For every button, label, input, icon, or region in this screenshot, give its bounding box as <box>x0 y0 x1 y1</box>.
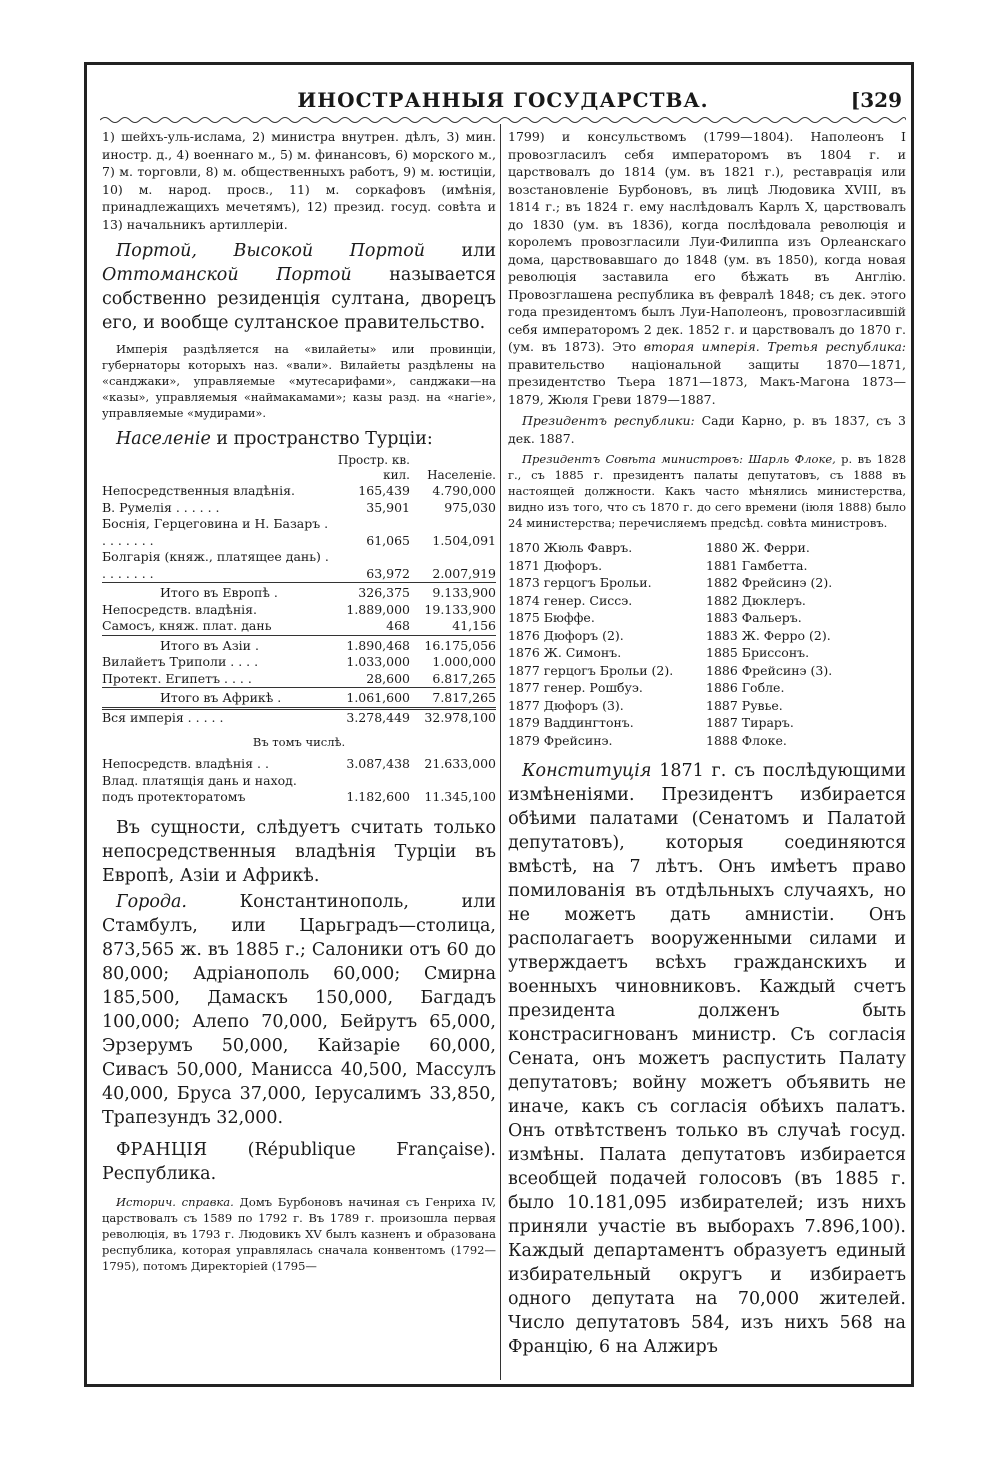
list-item <box>508 539 904 557</box>
subtable-title: Въ томъ числѣ. <box>252 735 346 749</box>
minister-entry: 1876 Ж. Симонъ. <box>508 645 622 660</box>
provinces-paragraph: Имперія раздѣляется на «вилайеты» или провинціи, губернаторы которыхъ наз. «вали». Вилайеты раздѣлены на «санджаки», управляемые «мутесарифами», санджаки—на «казы», управляемыя «наймакамами»; казы разд. на «нагіе», управляемые «мудирами». <box>102 342 496 420</box>
left-column <box>102 128 496 1274</box>
row-label: Боснія, Герцеговина и Н. Базаръ . . . . . . . . <box>102 516 329 548</box>
minister-entry: 1877 герцогъ Брольи (2). <box>508 662 674 678</box>
list-item <box>508 557 904 575</box>
minister-entry: 1879 Ваддингтонъ. <box>508 715 634 730</box>
table-row <box>102 635 496 654</box>
council-paragraph: Президентъ Совѣта министровъ: Шарль Флоке, р. въ 1828 г., съ 1885 г. президентъ палаты депутатовъ, съ 1888 въ настоящей должности. Какъ часто мѣнялись министерства, видно изъ того, что съ 1870 г. до сего времени (іюля 1888) было 24 министерства; перечисляемъ предсѣд. совѣта министровъ. <box>508 452 907 530</box>
constitution-paragraph: Конституція 1871 г. съ послѣдующими измѣненіями. Президентъ избирается обѣими палатами (Сенатомъ и Палатой депутатовъ), которыя соединяются вмѣстѣ, на 7 лѣтъ. Онъ имѣетъ право помилованія въ отдѣльныхъ случаяхъ, но не можетъ дать амнистіи. Онъ располагаетъ вооруженными силами и утверждаетъ всѣхъ гражданскихъ и военныхъ чиновниковъ. Каждый счетъ президента долженъ быть констрасигнованъ министр. Съ согласія Сената, онъ можетъ распустить Палату депутатовъ; войну можетъ объявить не иначе, какъ съ согласія обѣихъ палатъ. Онъ отвѣтственъ только въ случаѣ госуд. измѣны. Палата депутатовъ избирается всеобщей подачей голосовъ (въ 1885 г. было 10.181,095 избирателей; изъ нихъ приняли участіе въ выборахъ 7.896,100). Каждый департаментъ образуетъ единый избирательный округъ и избираетъ одного депутата на 70,000 жителей. Число депутатовъ 584, изъ нихъ 568 на Францію, 6 на Алжиръ <box>508 761 906 1357</box>
area-cell: 1.182,600 <box>346 789 410 804</box>
table-row <box>102 773 496 806</box>
population-cell: 19.133,900 <box>424 601 496 617</box>
population-heading: Населеніе и пространство Турціи: <box>116 429 433 449</box>
area-cell: 165,439 <box>358 483 410 498</box>
population-cell: 975,030 <box>444 499 496 515</box>
table-row <box>102 688 496 709</box>
minister-entry: 1881 Гамбетта. <box>706 557 808 573</box>
population-cell: 7.817,265 <box>410 688 496 709</box>
row-label: Итого въ Азіи . <box>102 635 330 654</box>
minister-entry: 1887 Тираръ. <box>706 715 794 730</box>
table-row <box>102 583 496 602</box>
area-cell: 1.061,600 <box>330 688 410 709</box>
table-row <box>102 500 496 517</box>
minister-entry: 1879 Фрейсинэ. <box>508 732 613 748</box>
minister-entry: 1885 Бриссонъ. <box>706 645 810 660</box>
summary-paragraph: Въ сущности, слѣдуетъ считать только непосредственныя владѣнія Турціи въ Европѣ, Азіи и Африкѣ. <box>102 817 496 886</box>
minister-entry: 1888 Флоке. <box>706 732 787 748</box>
row-label: Вилайетъ Триполи . . . . <box>102 654 259 669</box>
population-header: Населеніе. <box>427 468 496 482</box>
list-item <box>508 592 904 610</box>
minister-entry: 1883 Ж. Ферро (2). <box>706 627 831 643</box>
row-label: Протект. Египетъ . . . . <box>102 670 252 686</box>
wavy-rule <box>100 115 906 125</box>
area-cell: 28,600 <box>366 670 410 686</box>
population-cell: 11.345,100 <box>424 789 496 804</box>
subtable <box>102 756 496 806</box>
porte-paragraph: Портой, Высокой Портой или Оттоманской Портой называется собственно резиденція султана, дворецъ его, и вообще султанское правительство. <box>102 241 496 333</box>
list-item <box>508 609 904 627</box>
president-paragraph: Президентъ республики: Сади Карно, р. въ 1837, съ 3 дек. 1887. <box>508 413 906 446</box>
area-cell: 63,972 <box>366 565 410 581</box>
minister-entry: 1882 Фрейсинэ (2). <box>706 575 833 590</box>
list-item <box>508 714 904 732</box>
table-row <box>102 671 496 688</box>
row-label: Непосредственныя владѣнія. <box>102 483 295 498</box>
table-row <box>102 602 496 619</box>
table-row <box>102 549 496 583</box>
list-item <box>508 697 904 715</box>
table-row <box>102 483 496 500</box>
row-label: Вся имперія . . . . . <box>102 708 330 726</box>
table-header <box>102 453 496 483</box>
list-item <box>508 662 904 680</box>
france-heading: ФРАНЦІЯ (République Française). Республика. <box>102 1139 496 1184</box>
minister-entry: 1870 Жюль Фавръ. <box>508 540 633 555</box>
minister-entry: 1886 Фрейсинэ (3). <box>706 662 833 678</box>
row-label: Влад. платящія дань и наход. подъ протекторатомъ <box>102 772 297 804</box>
table-row <box>102 654 496 671</box>
row-label: Итого въ Европѣ . <box>102 583 330 602</box>
table-row <box>102 618 496 635</box>
minister-entry: 1886 Гобле. <box>706 680 785 695</box>
row-label: Самосъ, княж. плат. дань <box>102 618 272 633</box>
area-cell: 1.890,468 <box>330 635 410 654</box>
minister-entry: 1887 Рувье. <box>706 697 783 713</box>
page-number: [329 <box>850 88 902 112</box>
list-item <box>508 644 904 662</box>
area-header: Простр. кв. кил. <box>337 453 410 482</box>
page-title: ИНОСТРАННЫЯ ГОСУДАРСТВА. <box>297 88 709 112</box>
row-label: Болгарія (княж., платящее дань) . . . . . . . . <box>102 549 329 581</box>
table-row <box>102 516 496 549</box>
population-cell: 9.133,900 <box>410 583 496 602</box>
row-label: Непосредств. владѣнія. <box>102 601 258 617</box>
column-divider <box>500 124 501 1380</box>
population-cell: 16.175,056 <box>410 635 496 654</box>
minister-entry: 1876 Дюфоръ (2). <box>508 627 624 643</box>
population-cell: 41,156 <box>452 618 496 633</box>
row-label: Непосредств. владѣнія . . <box>102 756 269 771</box>
ministers-list-paragraph: 1) шейхъ-уль-ислама, 2) министра внутрен. дѣлъ, 3) мин. иностр. д., 4) военнаго м., 5) м. финансовъ, 6) морского м., 7) м. торговли, 8) м. общественныхъ работъ, 9) м. юстиціи, 10) м. народ. просв., 11) м. соркафовъ (имѣнія, принадлежащихъ мечетямъ), 12) презид. госуд. совѣта и 13) начальникъ артиллеріи. <box>102 129 496 232</box>
history-paragraph: Историч. справка. Домъ Бурбоновъ начиная съ Генриха IV, царствовалъ съ 1589 по 1792 г. Въ 1789 г. произошла первая революція, въ 1793 г. Людовикъ XV былъ казненъ и образована республика, которая управлялась сначала конвентомъ (1792—1795), потомъ Директоріей (1795— <box>102 1194 496 1273</box>
row-label: В. Румелія . . . . . . <box>102 499 220 515</box>
table-row <box>102 756 496 773</box>
minister-entry: 1877 генер. Рошбуэ. <box>508 680 643 695</box>
area-cell: 468 <box>386 618 410 633</box>
minister-entry: 1871 Дюфоръ. <box>508 557 603 573</box>
minister-entry: 1880 Ж. Ферри. <box>706 540 810 555</box>
area-cell: 61,065 <box>366 532 410 548</box>
area-cell: 1.889,000 <box>346 601 410 617</box>
list-item <box>508 732 904 750</box>
population-cell: 32.978,100 <box>410 708 496 726</box>
row-label: Итого въ Африкѣ . <box>102 688 330 709</box>
area-cell: 3.087,438 <box>346 756 410 771</box>
minister-entry: 1882 Дюклеръ. <box>706 592 806 608</box>
area-cell: 1.033,000 <box>346 654 410 669</box>
list-item <box>508 679 904 697</box>
minister-entry: 1874 генер. Сиссэ. <box>508 592 633 608</box>
list-item <box>508 574 904 592</box>
table-row <box>102 708 496 726</box>
population-cell: 6.817,265 <box>432 670 496 686</box>
population-cell: 2.007,919 <box>432 565 496 581</box>
right-column <box>508 128 906 1359</box>
list-item <box>508 627 904 645</box>
population-table <box>102 453 496 726</box>
area-cell: 35,901 <box>366 499 410 515</box>
minister-entry: 1875 Бюффе. <box>508 610 595 625</box>
population-cell: 4.790,000 <box>432 483 496 498</box>
running-header <box>100 88 906 114</box>
minister-entry: 1883 Фальеръ. <box>706 610 802 625</box>
population-cell: 1.000,000 <box>432 654 496 669</box>
area-cell: 3.278,449 <box>330 708 410 726</box>
population-cell: 21.633,000 <box>424 756 496 771</box>
history-continued-paragraph: 1799) и консульствомъ (1799—1804). Наполеонъ I провозгласилъ себя императоромъ въ 1804 г. и царствовалъ до 1814 (ум. въ 1821 г.), реставрація или возстановленіе Бурбоновъ, въ лицѣ Людовика XVIII, въ 1814 г.; въ 1824 г. ему наслѣдовалъ Карлъ X, царствовалъ до 1830 (ум. въ 1836), когда послѣдовала революція и королемъ провозгласили Луи-Филиппа изъ Орлеанскаго дома, царствовавшаго до 1848 (ум. въ 1850), когда новая революція заставила его бѣжать въ Англію. Провозглашена республика въ февралѣ 1848; съ дек. этого года президентомъ былъ Луи-Наполеонъ, провозгласившій себя императоромъ 2 дек. 1852 г. и царствовалъ до 1870 г. (ум. въ 1873). Это вторая имперія. Третья республика: правительство національной защиты 1870—1871, президентство Тьера 1871—1873, Макъ-Магона 1873—1879, Жюля Греви 1879—1887. <box>508 129 907 407</box>
minister-entry: 1877 Дюфоръ (3). <box>508 697 624 713</box>
ministers-table <box>508 539 904 749</box>
minister-entry: 1873 герцогъ Брольи. <box>508 575 652 590</box>
population-cell: 1.504,091 <box>432 532 496 548</box>
cities-paragraph: Города. Константинополь, или Стамбулъ, или Царьградъ—столица, 873,565 ж. въ 1885 г.; Салоники отъ 60 до 80,000; Адріанополь 60,000; Смирна 185,500, Дамаскъ 150,000, Багдадъ 100,000; Алепо 70,000, Бейрутъ 65,000, Эрзерумъ 50,000, Кайзаріе 60,000, Сивасъ 50,000, Манисса 40,500, Массулъ 40,000, Бруса 37,000, Іерусалимъ 33,850, Трапезундъ 32,000. <box>102 891 496 1128</box>
area-cell: 326,375 <box>330 583 410 602</box>
